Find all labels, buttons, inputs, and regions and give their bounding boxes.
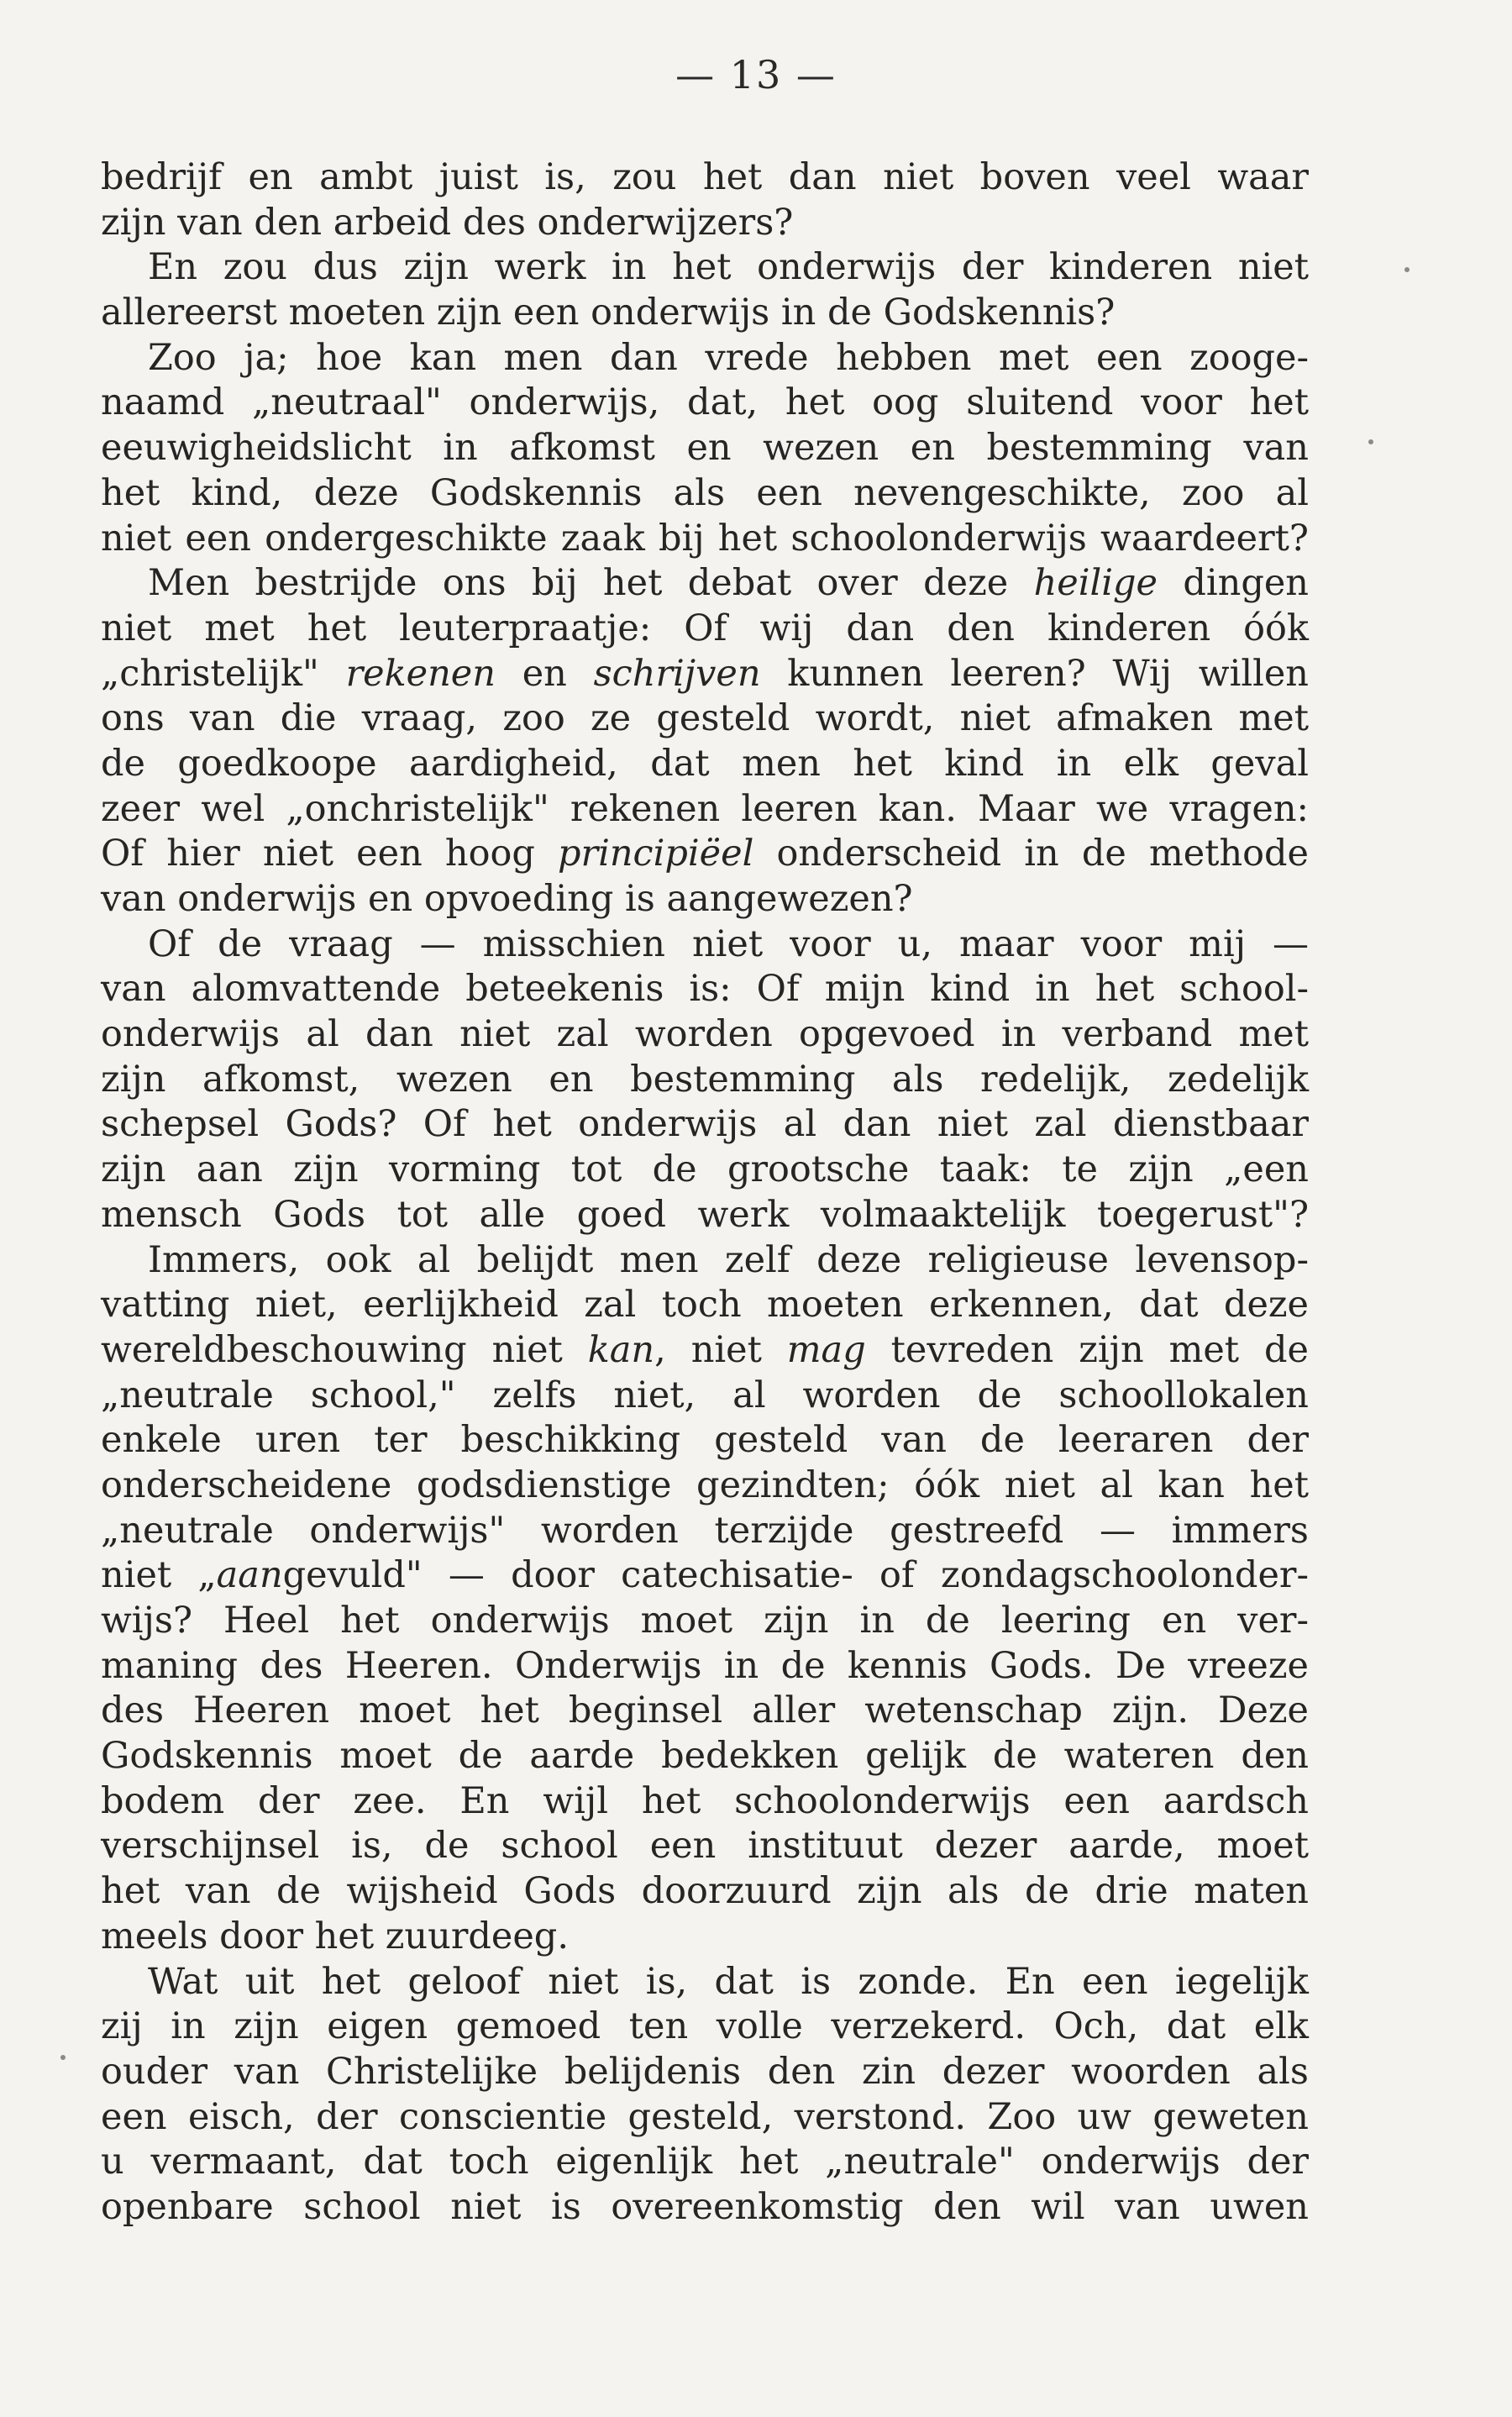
text-line: niet met het leuterpraatje: Of wij dan den kinderen óók <box>101 607 1309 649</box>
text-line: ons van die vraag, zoo ze gesteld wordt, niet afmaken met <box>101 697 1309 740</box>
text-segment: Men bestrijde ons bij het debat over deze <box>148 562 1034 605</box>
text-line <box>101 832 1309 877</box>
text-line: de goedkoope aardigheid, dat men het kind in elk geval <box>101 742 1309 785</box>
text-line: vatting niet, eerlijkheid zal toch moeten erkennen, dat deze <box>101 1284 1309 1327</box>
text-segment: en <box>495 652 594 695</box>
text-line: naamd „neutraal" onderwijs, dat, het oog sluitend voor het <box>101 381 1309 424</box>
text-line <box>101 1553 1309 1599</box>
text-line: onderwijs al dan niet zal worden opgevoed in verband met <box>101 1013 1309 1056</box>
text-line: enkele uren ter beschikking gesteld van de leeraren der <box>101 1419 1309 1462</box>
text-line: Immers, ook al belijdt men zelf deze religieuse levensop- <box>148 1238 1309 1281</box>
text-segment: onderscheid in de methode <box>753 833 1309 875</box>
text-line: Godskennis moet de aarde bedekken gelijk de wateren den <box>101 1735 1309 1778</box>
text-line: bodem der zee. En wijl het schoolonderwijs een aardsch <box>101 1779 1309 1822</box>
text-line: Zoo ja; hoe kan men dan vrede hebben met een zooge- <box>148 336 1309 379</box>
text-line <box>101 652 1309 697</box>
text-line: allereerst moeten zijn een onderwijs in de Godskennis? <box>101 292 1116 334</box>
text-line: ouder van Christelijke belijdenis den zin dezer woorden als <box>101 2050 1309 2093</box>
text-segment: niet „ <box>101 1554 217 1597</box>
text-line <box>101 1328 1309 1374</box>
text-segment: dingen <box>1157 562 1309 605</box>
text-segment: tevreden zijn met de <box>865 1328 1309 1371</box>
paper-speck <box>1404 267 1410 272</box>
text-line: mensch Gods tot alle goed werk volmaaktelijk toegerust"? <box>101 1193 1309 1236</box>
text-line: eeuwigheidslicht in afkomst en wezen en bestemming van <box>101 427 1309 470</box>
text-line: van alomvattende beteekenis is: Of mijn kind in het school- <box>101 968 1309 1011</box>
italic-text: schrijven <box>593 652 761 695</box>
text-line: meels door het zuurdeeg. <box>101 1915 569 1957</box>
text-line: zijn afkomst, wezen en bestemming als redelijk, zedelijk <box>101 1058 1309 1101</box>
text-line: En zou dus zijn werk in het onderwijs der kinderen niet <box>148 246 1309 289</box>
text-line: des Heeren moet het beginsel aller wetenschap zijn. Deze <box>101 1689 1309 1732</box>
italic-text: mag <box>786 1328 866 1371</box>
text-line: verschijnsel is, de school een instituut dezer aarde, moet <box>101 1825 1309 1868</box>
text-line: zij in zijn eigen gemoed ten volle verzekerd. Och, dat elk <box>101 2005 1309 2048</box>
italic-text: kan <box>587 1328 655 1371</box>
italic-text: rekenen <box>345 652 496 695</box>
text-line: niet een ondergeschikte zaak bij het schoolonderwijs waardeert? <box>101 517 1309 560</box>
italic-text: principiëel <box>558 833 754 875</box>
text-segment: kunnen leeren? Wij willen <box>760 652 1309 695</box>
text-segment: Of hier niet een hoog <box>101 833 559 875</box>
text-line: schepsel Gods? Of het onderwijs al dan niet zal dienstbaar <box>101 1103 1309 1146</box>
text-line: Wat uit het geloof niet is, dat is zonde. En een iegelijk <box>148 1960 1309 2003</box>
text-line <box>101 561 1309 607</box>
paper-speck <box>60 2055 66 2060</box>
text-line: bedrijf en ambt juist is, zou het dan niet boven veel waar <box>101 156 1309 198</box>
text-line: zijn van den arbeid des onderwijzers? <box>101 201 794 244</box>
text-line: zeer wel „onchristelijk" rekenen leeren kan. Maar we vragen: <box>101 787 1309 830</box>
text-line: maning des Heeren. Onderwijs in de kennis Gods. De vreeze <box>101 1644 1309 1687</box>
text-line: van onderwijs en opvoeding is aangewezen? <box>101 878 913 920</box>
text-line: openbare school niet is overeenkomstig den wil van uwen <box>101 2185 1309 2228</box>
text-segment: gevuld" — door catechisatie- of zondagschoolonder- <box>282 1554 1309 1597</box>
text-line: zijn aan zijn vorming tot de grootsche taak: te zijn „een <box>101 1148 1309 1191</box>
text-segment: wereldbeschouwing niet <box>101 1328 588 1371</box>
text-line: „neutrale onderwijs" worden terzijde gestreefd — immers <box>101 1509 1309 1552</box>
text-segment: , niet <box>654 1328 787 1371</box>
text-segment: „christelijk" <box>101 652 346 695</box>
text-line: het van de wijsheid Gods doorzuurd zijn als de drie maten <box>101 1870 1309 1913</box>
page-number: — 13 — <box>675 52 837 97</box>
text-line: onderscheidene godsdienstige gezindten; óók niet al kan het <box>101 1463 1309 1506</box>
text-line: Of de vraag — misschien niet voor u, maar voor mij — <box>148 922 1309 965</box>
italic-text: aan <box>216 1554 283 1597</box>
text-line: „neutrale school," zelfs niet, al worden de schoollokalen <box>101 1374 1309 1416</box>
paper-speck <box>1368 439 1373 444</box>
text-line: een eisch, der conscientie gesteld, verstond. Zoo uw geweten <box>101 2095 1309 2138</box>
text-line: u vermaant, dat toch eigenlijk het „neutrale" onderwijs der <box>101 2141 1309 2183</box>
text-line: het kind, deze Godskennis als een nevengeschikte, zoo al <box>101 471 1309 514</box>
body-text <box>101 155 1309 2230</box>
italic-text: heilige <box>1033 562 1158 605</box>
text-line: wijs? Heel het onderwijs moet zijn in de leering en ver- <box>101 1600 1309 1642</box>
